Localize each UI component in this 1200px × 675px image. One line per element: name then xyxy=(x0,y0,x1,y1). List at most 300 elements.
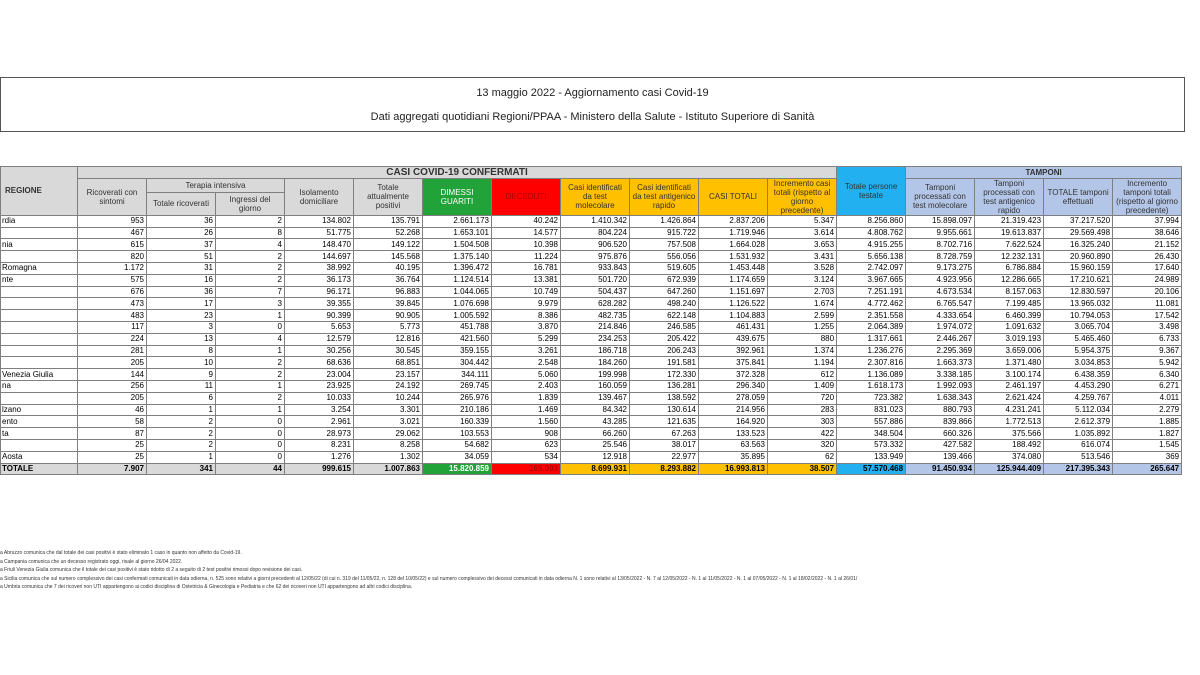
table-cell: 10 xyxy=(147,357,216,369)
table-cell: 23 xyxy=(147,310,216,322)
table-cell: 880 xyxy=(768,333,837,345)
table-cell: 214.956 xyxy=(699,404,768,416)
col-header-persone-testate: Totale persone testate xyxy=(837,167,906,216)
table-cell: 3.659.006 xyxy=(975,345,1044,357)
region-name-cell: nia xyxy=(1,239,78,251)
table-cell: 1.044.065 xyxy=(423,286,492,298)
table-cell: 38.992 xyxy=(285,262,354,274)
table-cell: 40.242 xyxy=(492,215,561,227)
table-cell: 30.256 xyxy=(285,345,354,357)
table-cell: 1.104.883 xyxy=(699,310,768,322)
table-cell: 281 xyxy=(78,345,147,357)
table-cell: 498.240 xyxy=(630,298,699,310)
table-cell: 451.788 xyxy=(423,321,492,333)
table-cell: 90.905 xyxy=(354,310,423,322)
table-cell: 11.081 xyxy=(1113,298,1182,310)
col-header-ricoverati: Ricoverati con sintomi xyxy=(78,178,147,215)
table-cell: 6.733 xyxy=(1113,333,1182,345)
table-cell: 121.635 xyxy=(630,416,699,428)
table-cell: 369 xyxy=(1113,451,1182,463)
table-cell: 2 xyxy=(216,274,285,286)
col-header-tamponi-totale: TOTALE tamponi effettuati xyxy=(1044,178,1113,215)
table-cell: 1.276 xyxy=(285,451,354,463)
table-cell: 4.453.290 xyxy=(1044,380,1113,392)
table-cell: 84.342 xyxy=(561,404,630,416)
table-cell: 136.281 xyxy=(630,380,699,392)
table-cell: 359.155 xyxy=(423,345,492,357)
table-cell: 7.622.524 xyxy=(975,239,1044,251)
region-name-cell xyxy=(1,251,78,263)
table-cell: 1.992.093 xyxy=(906,380,975,392)
table-cell: 906.520 xyxy=(561,239,630,251)
table-cell: 1.374 xyxy=(768,345,837,357)
table-cell: 16.781 xyxy=(492,262,561,274)
table-cell: 1.653.101 xyxy=(423,227,492,239)
col-header-isolamento: Isolamento domiciliare xyxy=(285,178,354,215)
table-cell: 374.080 xyxy=(975,451,1044,463)
table-cell: 4.808.762 xyxy=(837,227,906,239)
total-cell: 217.395.343 xyxy=(1044,463,1113,475)
table-cell: 3.338.185 xyxy=(906,369,975,381)
table-cell: 4 xyxy=(216,239,285,251)
table-cell: 21.319.423 xyxy=(975,215,1044,227)
region-name-cell xyxy=(1,310,78,322)
table-row xyxy=(1,310,1182,322)
table-cell: 3.653 xyxy=(768,239,837,251)
table-cell: 473 xyxy=(78,298,147,310)
table-row xyxy=(1,392,1182,404)
table-cell: 234.253 xyxy=(561,333,630,345)
total-cell: 15.820.859 xyxy=(423,463,492,475)
table-cell: 2 xyxy=(216,392,285,404)
table-cell: 8.157.063 xyxy=(975,286,1044,298)
table-cell: 831.023 xyxy=(837,404,906,416)
region-name-cell: ento xyxy=(1,416,78,428)
col-header-regione: REGIONE xyxy=(1,167,78,216)
report-subtitle: Dati aggregati quotidiani Regioni/PPAA - Ministero della Salute - Istituto Superiore di Sanità xyxy=(370,111,815,123)
table-cell: 15.960.159 xyxy=(1044,262,1113,274)
table-cell: 296.340 xyxy=(699,380,768,392)
table-cell: 720 xyxy=(768,392,837,404)
table-cell: 25 xyxy=(78,451,147,463)
table-cell: 519.605 xyxy=(630,262,699,274)
region-name-cell: nte xyxy=(1,274,78,286)
table-cell: 36 xyxy=(147,286,216,298)
table-cell: 164.920 xyxy=(699,416,768,428)
table-cell: 2 xyxy=(147,439,216,451)
table-cell: 504.437 xyxy=(561,286,630,298)
table-cell: 575 xyxy=(78,274,147,286)
table-cell: 58 xyxy=(78,416,147,428)
table-cell: 36.764 xyxy=(354,274,423,286)
table-cell: 757.508 xyxy=(630,239,699,251)
table-cell: 11 xyxy=(147,380,216,392)
table-cell: 145.568 xyxy=(354,251,423,263)
table-cell: 3.301 xyxy=(354,404,423,416)
col-header-ti-ingressi: Ingressi del giorno xyxy=(216,192,285,215)
table-cell: 39.845 xyxy=(354,298,423,310)
table-cell: 676 xyxy=(78,286,147,298)
table-cell: 9.173.275 xyxy=(906,262,975,274)
region-name-cell xyxy=(1,357,78,369)
table-cell: 1.719.946 xyxy=(699,227,768,239)
table-cell: 1.035.892 xyxy=(1044,428,1113,440)
col-header-molecolare: Casi identificati da test molecolare xyxy=(561,178,630,215)
table-cell: 7 xyxy=(216,286,285,298)
table-cell: 6.786.884 xyxy=(975,262,1044,274)
table-cell: 2 xyxy=(147,416,216,428)
table-cell: 1.126.522 xyxy=(699,298,768,310)
table-cell: 880.793 xyxy=(906,404,975,416)
table-cell: 3.124 xyxy=(768,274,837,286)
table-cell: 10.398 xyxy=(492,239,561,251)
table-row xyxy=(1,451,1182,463)
table-cell: 278.059 xyxy=(699,392,768,404)
table-cell: 0 xyxy=(216,428,285,440)
table-cell: 5.465.460 xyxy=(1044,333,1113,345)
table-cell: 616.074 xyxy=(1044,439,1113,451)
table-cell: 160.339 xyxy=(423,416,492,428)
col-header-antigenico: Casi identificati da test antigenico rapido xyxy=(630,178,699,215)
table-cell: 1.124.514 xyxy=(423,274,492,286)
footnote: a Sicilia comunica che sul numero complessivo dei casi confermati comunicati in data odierna, n. 525 sono relativi a giorni precedenti al 12/05/22 (di cui n. 319 del 11/05/22, n. 128 del 10/05/22) e sul numero complessivo dei decessi comunicati in data odierna N. 1 sono relativi al 13/05/2022 - N. 7 al 12/05/2022 - N. 1 al 11/05/2022 - N. 1 al 07/05/2022 - N. 1 al 18/02/2022 - N. 1 al 26/01/ xyxy=(0,575,858,582)
region-name-cell: ta xyxy=(1,428,78,440)
table-cell: 38.646 xyxy=(1113,227,1182,239)
table-row xyxy=(1,274,1182,286)
table-cell: 2 xyxy=(216,369,285,381)
table-cell: 2.742.097 xyxy=(837,262,906,274)
table-cell: 133.523 xyxy=(699,428,768,440)
table-cell: 482.735 xyxy=(561,310,630,322)
table-cell: 269.745 xyxy=(423,380,492,392)
table-cell: 8 xyxy=(147,345,216,357)
table-cell: 35.895 xyxy=(699,451,768,463)
table-cell: 206.243 xyxy=(630,345,699,357)
table-cell: 2.961 xyxy=(285,416,354,428)
table-cell: 188.492 xyxy=(975,439,1044,451)
table-cell: 256 xyxy=(78,380,147,392)
table-cell: 16 xyxy=(147,274,216,286)
table-row xyxy=(1,428,1182,440)
table-cell: 17.542 xyxy=(1113,310,1182,322)
table-cell: 205.422 xyxy=(630,333,699,345)
total-label: TOTALE xyxy=(1,463,78,475)
table-cell: 1.664.028 xyxy=(699,239,768,251)
table-cell: 2.599 xyxy=(768,310,837,322)
table-cell: 483 xyxy=(78,310,147,322)
table-cell: 2.307.816 xyxy=(837,357,906,369)
region-name-cell xyxy=(1,345,78,357)
table-cell: 1.974.072 xyxy=(906,321,975,333)
table-cell: 26.430 xyxy=(1113,251,1182,263)
table-cell: 4.673.534 xyxy=(906,286,975,298)
table-cell: 1.839 xyxy=(492,392,561,404)
table-cell: 3 xyxy=(216,298,285,310)
table-cell: 2 xyxy=(216,262,285,274)
table-cell: 839.866 xyxy=(906,416,975,428)
table-row xyxy=(1,357,1182,369)
table-cell: 1.174.659 xyxy=(699,274,768,286)
table-cell: 1.426.864 xyxy=(630,215,699,227)
table-cell: 16.325.240 xyxy=(1044,239,1113,251)
table-cell: 1.005.592 xyxy=(423,310,492,322)
table-cell: 1 xyxy=(147,404,216,416)
table-cell: 246.585 xyxy=(630,321,699,333)
table-cell: 5.299 xyxy=(492,333,561,345)
table-cell: 8.702.716 xyxy=(906,239,975,251)
table-cell: 1 xyxy=(216,380,285,392)
table-cell: 2.703 xyxy=(768,286,837,298)
table-body xyxy=(1,215,1182,475)
table-cell: 12.918 xyxy=(561,451,630,463)
table-cell: 6.271 xyxy=(1113,380,1182,392)
table-cell: 37.217.520 xyxy=(1044,215,1113,227)
table-cell: 8 xyxy=(216,227,285,239)
footnote: a Friuli Venezia Giulia comunica che il totale dei casi positivi è stato ridotto di 2 a seguito di 2 test positivi rimossi dopo revisione dei casi. xyxy=(0,567,303,574)
table-cell: 40.195 xyxy=(354,262,423,274)
table-cell: 392.961 xyxy=(699,345,768,357)
table-cell: 422 xyxy=(768,428,837,440)
col-header-positivi: Totale attualmente positivi xyxy=(354,178,423,215)
table-cell: 67.263 xyxy=(630,428,699,440)
table-cell: 1.302 xyxy=(354,451,423,463)
total-cell: 8.699.931 xyxy=(561,463,630,475)
table-cell: 1 xyxy=(147,451,216,463)
table-cell: 557.886 xyxy=(837,416,906,428)
table-cell: 3.065.704 xyxy=(1044,321,1113,333)
table-row xyxy=(1,369,1182,381)
table-cell: 23.925 xyxy=(285,380,354,392)
region-name-cell: Romagna xyxy=(1,262,78,274)
table-cell: 2.837.206 xyxy=(699,215,768,227)
table-cell: 30.545 xyxy=(354,345,423,357)
table-cell: 87 xyxy=(78,428,147,440)
table-cell: 4.915.255 xyxy=(837,239,906,251)
table-cell: 660.326 xyxy=(906,428,975,440)
table-cell: 1.469 xyxy=(492,404,561,416)
table-cell: 1.663.373 xyxy=(906,357,975,369)
table-cell: 10.244 xyxy=(354,392,423,404)
table-row xyxy=(1,286,1182,298)
table-cell: 46 xyxy=(78,404,147,416)
footnote: a Abruzzo comunica che dal totale dei casi positivi è stato eliminato 1 caso in quanto non affetto da Covid-19. xyxy=(0,550,242,556)
table-cell: 36 xyxy=(147,215,216,227)
table-cell: 804.224 xyxy=(561,227,630,239)
table-cell: 9.367 xyxy=(1113,345,1182,357)
table-cell: 9 xyxy=(147,369,216,381)
table-cell: 2.064.389 xyxy=(837,321,906,333)
table-cell: 4.231.241 xyxy=(975,404,1044,416)
table-cell: 66.260 xyxy=(561,428,630,440)
table-cell: 11.224 xyxy=(492,251,561,263)
table-cell: 975.876 xyxy=(561,251,630,263)
table-cell: 1 xyxy=(216,310,285,322)
table-cell: 138.592 xyxy=(630,392,699,404)
table-cell: 2.612.379 xyxy=(1044,416,1113,428)
table-cell: 2.461.197 xyxy=(975,380,1044,392)
table-cell: 20.960.890 xyxy=(1044,251,1113,263)
footnote: a Umbria comunica che 7 dei ricoveri non UTI appartengono ai codici disciplina di Ostetricia & Ginecologia e Pediatria e che 62 dei ricoveri non UTI appartengono ad altri codici disciplina. xyxy=(0,584,413,591)
table-cell: 421.560 xyxy=(423,333,492,345)
group-header-terapia-intensiva: Terapia intensiva xyxy=(147,178,285,192)
table-cell: 4.923.956 xyxy=(906,274,975,286)
total-cell: 1.007.863 xyxy=(354,463,423,475)
table-cell: 25.546 xyxy=(561,439,630,451)
region-name-cell xyxy=(1,321,78,333)
table-cell: 1.827 xyxy=(1113,428,1182,440)
table-cell: 224 xyxy=(78,333,147,345)
table-cell: 12.816 xyxy=(354,333,423,345)
total-cell: 91.450.934 xyxy=(906,463,975,475)
col-header-ti-totale: Totale ricoverati xyxy=(147,192,216,215)
table-row xyxy=(1,321,1182,333)
table-cell: 0 xyxy=(216,451,285,463)
total-cell: 38.507 xyxy=(768,463,837,475)
table-cell: 1.371.480 xyxy=(975,357,1044,369)
table-cell: 5.653 xyxy=(285,321,354,333)
table-cell: 1.255 xyxy=(768,321,837,333)
table-cell: 304.442 xyxy=(423,357,492,369)
table-row xyxy=(1,227,1182,239)
table-cell: 205 xyxy=(78,357,147,369)
total-row xyxy=(1,463,1182,475)
table-cell: 1.618.173 xyxy=(837,380,906,392)
table-cell: 1.236.276 xyxy=(837,345,906,357)
table-cell: 612 xyxy=(768,369,837,381)
table-cell: 1.136.089 xyxy=(837,369,906,381)
table-cell: 15.898.097 xyxy=(906,215,975,227)
table-cell: 148.470 xyxy=(285,239,354,251)
region-name-cell: Aosta xyxy=(1,451,78,463)
total-cell: 341 xyxy=(147,463,216,475)
table-cell: 139.466 xyxy=(906,451,975,463)
table-cell: 19.613.837 xyxy=(975,227,1044,239)
table-row xyxy=(1,239,1182,251)
table-cell: 501.720 xyxy=(561,274,630,286)
table-cell: 135.791 xyxy=(354,215,423,227)
table-row xyxy=(1,345,1182,357)
table-cell: 1.194 xyxy=(768,357,837,369)
table-cell: 130.614 xyxy=(630,404,699,416)
table-cell: 117 xyxy=(78,321,147,333)
table-cell: 1.409 xyxy=(768,380,837,392)
table-cell: 3.528 xyxy=(768,262,837,274)
table-row xyxy=(1,333,1182,345)
table-cell: 1.151.697 xyxy=(699,286,768,298)
table-cell: 0 xyxy=(216,416,285,428)
table-cell: 6.340 xyxy=(1113,369,1182,381)
table-cell: 37.994 xyxy=(1113,215,1182,227)
table-cell: 62 xyxy=(768,451,837,463)
table-cell: 6.438.359 xyxy=(1044,369,1113,381)
table-cell: 534 xyxy=(492,451,561,463)
table-cell: 820 xyxy=(78,251,147,263)
report-title: 13 maggio 2022 - Aggiornamento casi Covid-19 xyxy=(476,87,709,99)
table-cell: 9.979 xyxy=(492,298,561,310)
table-cell: 1.317.661 xyxy=(837,333,906,345)
table-cell: 17.640 xyxy=(1113,262,1182,274)
table-cell: 372.328 xyxy=(699,369,768,381)
total-cell: 265.647 xyxy=(1113,463,1182,475)
table-row xyxy=(1,215,1182,227)
table-cell: 51.775 xyxy=(285,227,354,239)
table-cell: 3 xyxy=(147,321,216,333)
table-cell: 348.504 xyxy=(837,428,906,440)
table-cell: 303 xyxy=(768,416,837,428)
table-cell: 68.851 xyxy=(354,357,423,369)
table-cell: 0 xyxy=(216,439,285,451)
table-cell: 25 xyxy=(78,439,147,451)
total-cell: 999.615 xyxy=(285,463,354,475)
col-header-dimessi: DIMESSI GUARITI xyxy=(423,178,492,215)
table-cell: 5.347 xyxy=(768,215,837,227)
table-cell: 3.254 xyxy=(285,404,354,416)
table-cell: 2 xyxy=(216,215,285,227)
table-cell: 5.954.375 xyxy=(1044,345,1113,357)
table-cell: 439.675 xyxy=(699,333,768,345)
table-cell: 2.621.424 xyxy=(975,392,1044,404)
table-cell: 13.965.032 xyxy=(1044,298,1113,310)
table-cell: 37 xyxy=(147,239,216,251)
table-cell: 38.017 xyxy=(630,439,699,451)
col-header-tamponi-antigenico: Tamponi processati con test antigenico rapido xyxy=(975,178,1044,215)
table-cell: 375.566 xyxy=(975,428,1044,440)
region-name-cell xyxy=(1,286,78,298)
table-cell: 5.112.034 xyxy=(1044,404,1113,416)
table-cell: 34.059 xyxy=(423,451,492,463)
table-cell: 915.722 xyxy=(630,227,699,239)
table-cell: 17.210.621 xyxy=(1044,274,1113,286)
table-cell: 5.656.138 xyxy=(837,251,906,263)
table-cell: 4.772.462 xyxy=(837,298,906,310)
table-cell: 13 xyxy=(147,333,216,345)
table-row xyxy=(1,298,1182,310)
table-cell: 6 xyxy=(147,392,216,404)
table-cell: 615 xyxy=(78,239,147,251)
table-cell: 96.171 xyxy=(285,286,354,298)
table-cell: 1.545 xyxy=(1113,439,1182,451)
table-cell: 205 xyxy=(78,392,147,404)
table-cell: 1.076.698 xyxy=(423,298,492,310)
table-cell: 908 xyxy=(492,428,561,440)
table-cell: 9.955.661 xyxy=(906,227,975,239)
table-cell: 10.794.053 xyxy=(1044,310,1113,322)
table-cell: 3.019.193 xyxy=(975,333,1044,345)
total-cell: 16.993.813 xyxy=(699,463,768,475)
table-cell: 1.410.342 xyxy=(561,215,630,227)
table-cell: 623 xyxy=(492,439,561,451)
table-cell: 103.553 xyxy=(423,428,492,440)
table-cell: 265.976 xyxy=(423,392,492,404)
table-cell: 2.295.369 xyxy=(906,345,975,357)
table-cell: 953 xyxy=(78,215,147,227)
table-cell: 1.531.932 xyxy=(699,251,768,263)
table-cell: 12.579 xyxy=(285,333,354,345)
total-cell: 125.944.409 xyxy=(975,463,1044,475)
table-cell: 622.148 xyxy=(630,310,699,322)
table-cell: 6.765.547 xyxy=(906,298,975,310)
table-cell: 36.173 xyxy=(285,274,354,286)
table-cell: 461.431 xyxy=(699,321,768,333)
table-cell: 5.060 xyxy=(492,369,561,381)
total-cell: 7.907 xyxy=(78,463,147,475)
table-cell: 8.231 xyxy=(285,439,354,451)
table-cell: 23.004 xyxy=(285,369,354,381)
table-cell: 628.282 xyxy=(561,298,630,310)
table-row xyxy=(1,416,1182,428)
region-name-cell xyxy=(1,333,78,345)
table-cell: 210.186 xyxy=(423,404,492,416)
